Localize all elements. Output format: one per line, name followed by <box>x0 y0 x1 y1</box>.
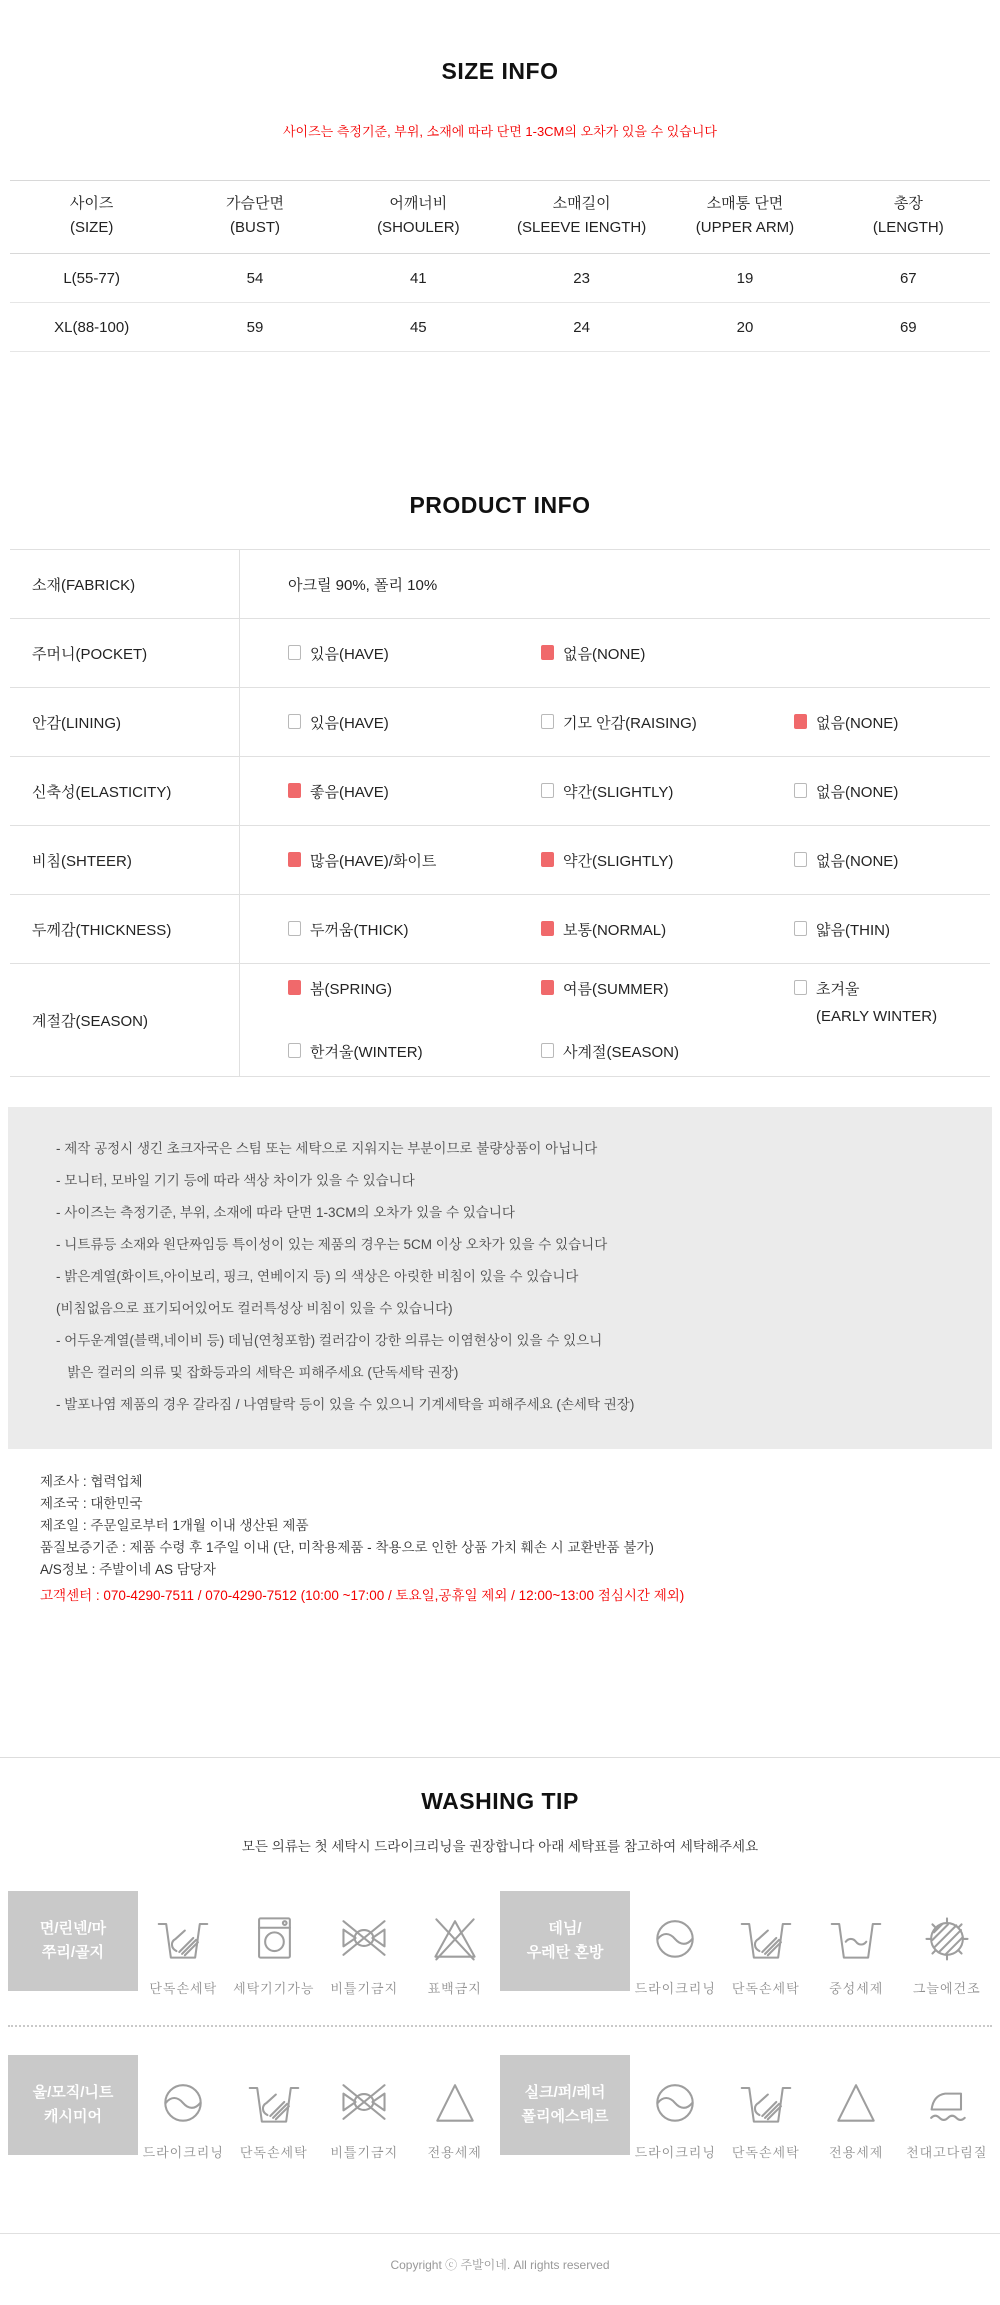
dry-clean-icon <box>647 2070 703 2134</box>
size-table-row <box>10 303 990 352</box>
washing-category-box <box>500 2055 630 2155</box>
washing-tip-subtitle: 모든 의류는 첫 세탁시 드라이크리닝을 권장합니다 아래 세탁표를 참고하여 세탁해주세요 <box>241 1839 759 1854</box>
note-line: - 발포나염 제품의 경우 갈라짐 / 나염탈락 등이 있을 수 있으니 기계세탁을 피해주세요 (손세탁 권장) <box>56 1397 635 1412</box>
product-option <box>288 919 541 940</box>
note-line: - 제작 공정시 생긴 초크자국은 스팀 또는 세탁으로 지워지는 부분이므로 불량상품이 아닙니다 <box>56 1141 598 1156</box>
shade-dry-icon <box>919 1906 975 1970</box>
size-table-cell: 41 <box>337 254 500 303</box>
product-option-label: 초겨울 (EARLY WINTER) <box>816 981 938 1025</box>
washing-group <box>500 1891 992 1997</box>
product-option-label: 없음(NONE) <box>816 852 899 870</box>
no-wring-icon <box>336 1906 392 1970</box>
size-table-header-cell <box>173 181 336 254</box>
washing-item-label: 그늘에건조 <box>912 1981 981 1996</box>
washing-category-label: 실크/퍼/레더 <box>524 2084 606 2101</box>
size-header-en: (LENGTH) <box>872 219 944 236</box>
dry-clean-icon <box>155 2070 211 2134</box>
washing-item-label: 비틀기금지 <box>330 2145 399 2160</box>
washing-item <box>630 2055 721 2161</box>
product-option-label: 여름(SUMMER) <box>563 981 669 998</box>
product-row <box>10 895 990 964</box>
product-option-line <box>288 712 1000 733</box>
size-header-ko: 소매통 단면 <box>706 195 784 212</box>
product-row <box>10 826 990 895</box>
washing-section-divider <box>0 1757 1000 1758</box>
checkbox-checked-icon <box>794 714 807 729</box>
note-line: (비침없음으로 표기되어있어도 컬러특성상 비침이 있을 수 있습니다) <box>56 1301 453 1316</box>
washing-tip-title: WASHING TIP <box>421 1788 579 1814</box>
note-line: - 니트류등 소재와 원단짜임등 특이성이 있는 제품의 경우는 5CM 이상 오차가 있을 수 있습니다 <box>56 1237 608 1252</box>
washing-item <box>811 1891 902 1997</box>
note-line: - 모니터, 모바일 기기 등에 따라 색상 차이가 있을 수 있습니다 <box>56 1173 415 1188</box>
dry-clean-icon <box>647 1906 703 1970</box>
washing-item <box>319 2055 410 2161</box>
size-header-en: (SHOULER) <box>377 219 460 236</box>
size-header-en: (SIZE) <box>69 219 114 236</box>
product-row-label: 비침(SHTEER) <box>10 826 240 894</box>
washing-item <box>721 1891 812 1997</box>
product-option <box>541 781 794 802</box>
product-option-label: 약간(SLIGHTLY) <box>563 852 674 870</box>
washing-item-label: 드라이크리닝 <box>634 2145 716 2160</box>
checkbox-checked-icon <box>541 852 554 867</box>
hand-wash-icon <box>155 1906 211 1970</box>
size-table-header-cell <box>663 181 826 254</box>
size-table-row <box>10 254 990 303</box>
product-option-label: 많음(HAVE)/화이트 <box>310 852 437 870</box>
product-option <box>541 1041 794 1062</box>
neutral-detergent-icon <box>828 1906 884 1970</box>
product-option-label: 한겨울(WINTER) <box>310 1044 423 1061</box>
product-option <box>288 850 541 871</box>
product-option-sublabel: (EARLY WINTER) <box>816 1008 938 1025</box>
product-option-label: 얇음(THIN) <box>816 921 890 939</box>
checkbox-unchecked-icon <box>794 921 807 936</box>
product-row-content <box>240 619 990 687</box>
checkbox-unchecked-icon <box>794 980 807 995</box>
product-option <box>794 978 1000 1025</box>
washing-category-box <box>8 1891 138 1991</box>
washing-category-label: 쭈리/골지 <box>41 1944 105 1961</box>
size-table-cell: 45 <box>337 303 500 352</box>
washing-item-label: 단독손세탁 <box>239 2145 308 2160</box>
size-info-title: SIZE INFO <box>441 58 559 84</box>
checkbox-checked-icon <box>288 783 301 798</box>
washing-item <box>410 1891 501 1997</box>
product-option-label: 약간(SLIGHTLY) <box>563 783 674 801</box>
hand-wash-icon <box>738 1906 794 1970</box>
product-option-label: 있음(HAVE) <box>310 714 389 732</box>
washing-category-label: 울/모직/니트 <box>32 2084 114 2101</box>
product-option <box>541 978 794 999</box>
product-option <box>288 978 541 999</box>
product-option <box>288 643 541 664</box>
product-row-label: 계절감(SEASON) <box>10 964 240 1076</box>
washing-item <box>902 2055 993 2161</box>
washing-dotted-divider <box>8 2025 992 2027</box>
washing-category-label: 우레탄 혼방 <box>526 1944 604 1961</box>
size-header-ko: 소매길이 <box>552 195 611 212</box>
washing-item <box>721 2055 812 2161</box>
product-option <box>288 1041 541 1062</box>
product-option-line <box>288 919 1000 940</box>
size-table-cell: 19 <box>663 254 826 303</box>
product-row-content <box>240 550 990 618</box>
checkbox-checked-icon <box>541 980 554 995</box>
maker-line: 제조일 : 주문일로부터 1개월 이내 생산된 제품 <box>40 1518 309 1533</box>
size-table-cell: 67 <box>827 254 990 303</box>
size-table-header-row <box>10 181 990 254</box>
washing-rows <box>8 1891 992 2161</box>
washing-item-label: 드라이크리닝 <box>142 2145 224 2160</box>
note-line: - 어두운계열(블랙,네이비 등) 데님(연청포함) 컬러감이 강한 의류는 이염현상이 있을 수 있으니 <box>56 1333 603 1348</box>
product-option-line <box>288 850 1000 871</box>
maker-line: 제조사 : 협력업체 <box>40 1474 143 1489</box>
size-header-en: (SLEEVE IENGTH) <box>517 219 647 236</box>
no-wring-icon <box>336 2070 392 2134</box>
product-row-content <box>240 895 1000 963</box>
product-row <box>10 757 990 826</box>
maker-lines <box>40 1471 1000 1581</box>
notes-box <box>8 1107 992 1449</box>
washing-item-label: 세탁기기가능 <box>233 1981 315 1996</box>
size-header-en: (BUST) <box>229 219 280 236</box>
washing-item-label: 천대고다림질 <box>906 2145 988 2160</box>
customer-center-line: 고객센터 : 070-4290-7511 / 070-4290-7512 (10:00 ~17:00 / 토요일,공휴일 제외 / 12:00~13:00 점심시간 제외) <box>40 1588 685 1603</box>
washing-item <box>138 2055 229 2161</box>
size-table-header-cell <box>500 181 663 254</box>
product-info-title: PRODUCT INFO <box>409 492 591 518</box>
size-table-header-cell <box>10 181 173 254</box>
product-option-label: 있음(HAVE) <box>310 645 389 663</box>
washing-item-label: 표백금지 <box>427 1981 482 1996</box>
product-row-value: 아크릴 90%, 폴리 10% <box>288 576 438 594</box>
size-table-cell: 69 <box>827 303 990 352</box>
checkbox-unchecked-icon <box>288 1043 301 1058</box>
washing-item <box>138 1891 229 1997</box>
washing-row <box>8 2055 992 2161</box>
washing-category-box <box>8 2055 138 2155</box>
washing-item-label: 단독손세탁 <box>731 1981 800 1996</box>
iron-cloth-icon <box>919 2070 975 2134</box>
washing-item-label: 전용세제 <box>829 2145 884 2160</box>
product-option <box>794 850 1000 871</box>
size-table-cell: 54 <box>173 254 336 303</box>
product-row <box>10 688 990 757</box>
washing-item <box>319 1891 410 1997</box>
footer <box>0 2233 1000 2305</box>
product-row-content <box>240 688 1000 756</box>
washing-item-label: 비틀기금지 <box>330 1981 399 1996</box>
size-header-ko: 어깨너비 <box>389 195 448 212</box>
washing-category-box <box>500 1891 630 1991</box>
size-table-header-cell <box>827 181 990 254</box>
checkbox-unchecked-icon <box>541 783 554 798</box>
washing-item-label: 단독손세탁 <box>149 1981 218 1996</box>
product-option-label: 기모 안감(RAISING) <box>563 714 697 732</box>
size-table-cell: XL(88-100) <box>10 303 173 352</box>
size-table-header-cell <box>337 181 500 254</box>
product-option-label: 두꺼움(THICK) <box>310 921 409 939</box>
special-detergent-icon <box>427 2070 483 2134</box>
washing-item-label: 전용세제 <box>427 2145 482 2160</box>
product-row-content <box>240 757 1000 825</box>
no-bleach-icon <box>427 1906 483 1970</box>
product-option <box>541 919 794 940</box>
product-option-line <box>288 1041 1000 1062</box>
product-row-label: 소재(FABRICK) <box>10 550 240 618</box>
washing-group <box>8 2055 500 2161</box>
size-notice: 사이즈는 측정기준, 부위, 소재에 따라 단면 1-3CM의 오차가 있을 수 있습니다 <box>283 124 717 139</box>
checkbox-unchecked-icon <box>794 783 807 798</box>
product-option-line <box>288 978 1000 1025</box>
note-line: - 사이즈는 측정기준, 부위, 소재에 따라 단면 1-3CM의 오차가 있을 수 있습니다 <box>56 1205 515 1220</box>
product-row <box>10 964 990 1077</box>
product-row <box>10 550 990 619</box>
size-header-ko: 총장 <box>893 195 923 212</box>
hand-wash-icon <box>246 2070 302 2134</box>
hand-wash-icon <box>738 2070 794 2134</box>
size-table-body <box>10 254 990 352</box>
size-table-cell: 20 <box>663 303 826 352</box>
product-option-line <box>288 781 1000 802</box>
product-option <box>541 712 794 733</box>
checkbox-unchecked-icon <box>794 852 807 867</box>
checkbox-checked-icon <box>541 921 554 936</box>
checkbox-unchecked-icon <box>288 645 301 660</box>
size-table-cell: 24 <box>500 303 663 352</box>
product-option-label: 보통(NORMAL) <box>563 921 667 939</box>
size-header-en: (UPPER ARM) <box>695 219 795 236</box>
product-row-label: 신축성(ELASTICITY) <box>10 757 240 825</box>
product-info-table <box>10 549 990 1077</box>
special-detergent-icon <box>828 2070 884 2134</box>
product-option <box>794 919 1000 940</box>
washing-group <box>8 1891 500 1997</box>
washing-category-label: 데님/ <box>548 1920 582 1937</box>
size-table-head <box>10 181 990 254</box>
washing-item <box>229 1891 320 1997</box>
washing-item-label: 중성세제 <box>829 1981 884 1996</box>
product-option-label: 없음(NONE) <box>816 714 899 732</box>
checkbox-unchecked-icon <box>288 714 301 729</box>
checkbox-checked-icon <box>288 852 301 867</box>
product-option-label: 사계절(SEASON) <box>563 1044 679 1061</box>
size-table <box>10 180 990 352</box>
washing-item <box>229 2055 320 2161</box>
washing-row <box>8 1891 992 1997</box>
product-option-line <box>288 643 990 664</box>
copyright-text: Copyright ⓒ 주발이네. All rights reserved <box>390 2258 610 2272</box>
product-option-label: 좋음(HAVE) <box>310 783 389 801</box>
washing-group <box>500 2055 992 2161</box>
product-row-label: 주머니(POCKET) <box>10 619 240 687</box>
product-option <box>794 781 1000 802</box>
maker-info <box>40 1471 1000 1607</box>
size-header-ko: 사이즈 <box>69 195 114 212</box>
size-table-cell: 59 <box>173 303 336 352</box>
note-line: - 밝은계열(화이트,아이보리, 핑크, 연베이지 등) 의 색상은 아릿한 비침이 있을 수 있습니다 <box>56 1269 579 1284</box>
note-line: 밝은 컬러의 의류 및 잡화등과의 세탁은 피해주세요 (단독세탁 권장) <box>56 1365 459 1380</box>
maker-line: A/S정보 : 주발이네 AS 담당자 <box>40 1562 216 1577</box>
washing-category-label: 폴리에스테르 <box>521 2108 609 2125</box>
product-row-label: 안감(LINING) <box>10 688 240 756</box>
checkbox-unchecked-icon <box>288 921 301 936</box>
checkbox-unchecked-icon <box>541 1043 554 1058</box>
product-option <box>794 712 1000 733</box>
product-option-label: 없음(NONE) <box>563 645 646 663</box>
product-row <box>10 619 990 688</box>
maker-line: 품질보증기준 : 제품 수령 후 1주일 이내 (단, 미착용제품 - 착용으로 인한 상품 가치 훼손 시 교환반품 불가) <box>40 1540 654 1555</box>
washing-category-label: 캐시미어 <box>44 2108 102 2125</box>
product-row-label: 두께감(THICKNESS) <box>10 895 240 963</box>
size-header-ko: 가슴단면 <box>226 195 284 212</box>
maker-line: 제조국 : 대한민국 <box>40 1496 143 1511</box>
washing-machine-icon <box>246 1906 302 1970</box>
product-option <box>288 781 541 802</box>
washing-category-label: 면/린넨/마 <box>39 1920 107 1937</box>
product-row-content <box>240 964 1000 1076</box>
product-option <box>541 643 794 664</box>
size-table-cell: L(55-77) <box>10 254 173 303</box>
product-option <box>288 712 541 733</box>
size-table-cell: 23 <box>500 254 663 303</box>
product-option-label: 봄(SPRING) <box>310 981 392 998</box>
product-option <box>541 850 794 871</box>
product-row-content <box>240 826 1000 894</box>
washing-item <box>811 2055 902 2161</box>
washing-item <box>630 1891 721 1997</box>
washing-item <box>902 1891 993 1997</box>
washing-item-label: 단독손세탁 <box>731 2145 800 2160</box>
washing-item-label: 드라이크리닝 <box>634 1981 716 1996</box>
washing-item <box>410 2055 501 2161</box>
checkbox-unchecked-icon <box>541 714 554 729</box>
checkbox-checked-icon <box>288 980 301 995</box>
product-option-label: 없음(NONE) <box>816 783 899 801</box>
checkbox-checked-icon <box>541 645 554 660</box>
